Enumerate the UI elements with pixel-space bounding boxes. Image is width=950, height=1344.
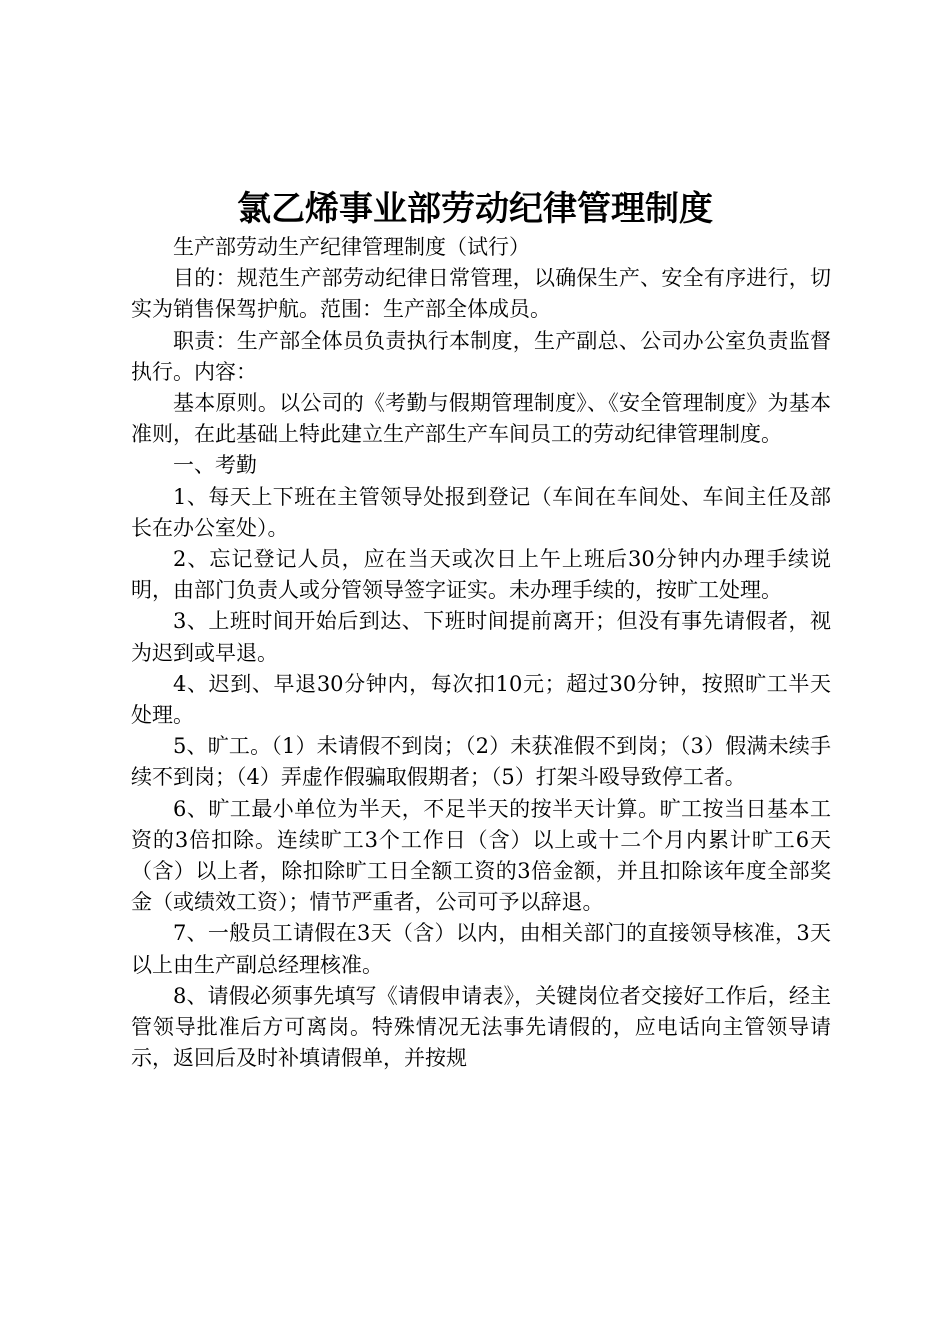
document-title: 氯乙烯事业部劳动纪律管理制度: [237, 189, 713, 229]
paragraph-duties: 职责：生产部全体员负责执行本制度，生产副总、公司办公室负责监督执行。内容：: [131, 328, 831, 384]
section-heading-attendance: 一、考勤: [173, 453, 257, 478]
paragraph-item-3: 3、上班时间开始后到达、下班时间提前离开；但没有事先请假者，视为迟到或早退。: [131, 609, 831, 665]
paragraph-item-8: 8、请假必须事先填写《请假申请表》，关键岗位者交接好工作后，经主管领导批准后方可离岗。特殊情况无法事先请假的，应电话向主管领导请示，返回后及时补填请假单，并按规: [131, 983, 831, 1071]
paragraph-item-6: 6、旷工最小单位为半天，不足半天的按半天计算。旷工按当日基本工资的3倍扣除。连续旷工3个工作日（含）以上或十二个月内累计旷工6天（含）以上者，除扣除旷工日全额工资的3倍金额，并且扣除该年度全部奖金（或绩效工资）；情节严重者，公司可予以辞退。: [131, 796, 831, 915]
paragraph-item-4: 4、迟到、早退30分钟内，每次扣10元；超过30分钟，按照旷工半天处理。: [131, 671, 831, 728]
paragraph-item-1: 1、每天上下班在主管领导处报到登记（车间在车间处、车间主任及部长在办公室处）。: [131, 484, 831, 540]
paragraph-item-7: 7、一般员工请假在3天（含）以内，由相关部门的直接领导核准，3天以上由生产副总经理核准。: [131, 921, 831, 977]
document-body: [131, 232, 831, 1074]
paragraph-item-5: 5、旷工。（1）未请假不到岗；（2）未获准假不到岗；（3）假满未续手续不到岗；（4）弄虚作假骗取假期者；（5）打架斗殴导致停工者。: [131, 734, 831, 790]
paragraph-purpose: 目的：规范生产部劳动纪律日常管理，以确保生产、安全有序进行，切实为销售保驾护航。范围：生产部全体成员。: [131, 266, 831, 322]
paragraph-item-2: 2、忘记登记人员，应在当天或次日上午上班后30分钟内办理手续说明，由部门负责人或分管领导签字证实。未办理手续的，按旷工处理。: [131, 547, 831, 603]
paragraph-subtitle: 生产部劳动生产纪律管理制度（试行）: [173, 235, 530, 259]
paragraph-principle: 基本原则。以公司的《考勤与假期管理制度》、《安全管理制度》为基本准则，在此基础上特此建立生产部生产车间员工的劳动纪律管理制度。: [131, 391, 831, 447]
